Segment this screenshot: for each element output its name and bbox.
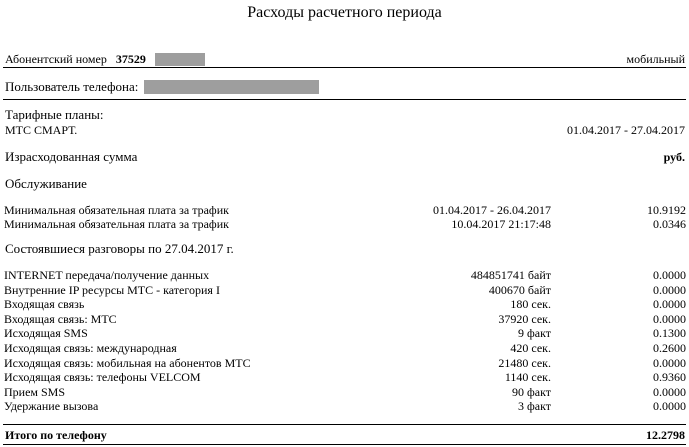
- tariff-label: Тарифные планы:: [5, 107, 104, 122]
- table-row: [4, 297, 686, 311]
- row-amount: 10.9192: [647, 203, 686, 217]
- table-row: [4, 203, 686, 217]
- document-title: Расходы расчетного периода: [247, 4, 442, 21]
- row-name: Исходящая связь: мобильная на абонентов МТС: [4, 355, 251, 370]
- row-quantity: 420 сек.: [510, 341, 551, 355]
- row-quantity: 484851741 байт: [470, 268, 551, 282]
- row-amount: 0.0000: [653, 311, 686, 326]
- row-quantity: 9 факт: [517, 326, 551, 341]
- row-name: Исходящая связь: международная: [4, 341, 177, 355]
- table-row: [4, 356, 686, 370]
- row-amount: 0.1300: [653, 326, 686, 341]
- divider-subscriber: [3, 67, 686, 68]
- table-row: [4, 370, 686, 384]
- table-row: [4, 268, 686, 282]
- row-quantity: 400670 байт: [488, 282, 551, 297]
- row-quantity: 1140 сек.: [504, 370, 551, 385]
- row-name: Минимальная обязательная плата за трафик: [4, 203, 229, 217]
- row-amount: 0.0000: [653, 355, 686, 370]
- table-row: [4, 312, 686, 326]
- service-label: Обслуживание: [5, 176, 87, 191]
- row-quantity: 21480 сек.: [498, 355, 551, 370]
- table-row: [4, 341, 686, 355]
- table-row: [4, 326, 686, 340]
- calls-label: Состоявшиеся разговоры по 27.04.2017 г.: [5, 241, 234, 256]
- table-row: [4, 385, 686, 399]
- subscriber-number-line: [5, 52, 146, 66]
- total-amount: 12.2798: [646, 428, 685, 442]
- row-quantity: 90 факт: [511, 384, 551, 399]
- row-amount: 0.0346: [653, 217, 686, 231]
- total-label: Итого по телефону: [5, 428, 107, 442]
- row-amount: 0.0000: [653, 384, 686, 399]
- spent-label: Израсходованная сумма: [5, 149, 138, 164]
- row-quantity: 01.04.2017 - 26.04.2017: [433, 203, 551, 217]
- tariff-name: МТС СМАРТ.: [5, 123, 78, 137]
- row-quantity: 10.04.2017 21:17:48: [451, 217, 551, 231]
- row-quantity: 180 сек.: [510, 297, 551, 312]
- row-amount: 0.0000: [653, 399, 686, 414]
- row-name: Входящая связь: МТС: [4, 311, 117, 326]
- divider-total: [3, 424, 686, 425]
- table-row: [4, 283, 686, 297]
- row-amount: 0.9360: [653, 370, 686, 385]
- divider-user: [3, 99, 686, 100]
- subscriber-number-value: 37529: [115, 52, 146, 66]
- row-name: Внутренние IP ресурсы МТС - категория I: [4, 282, 220, 297]
- row-amount: 0.0000: [653, 282, 686, 297]
- row-name: Прием SMS: [4, 384, 66, 399]
- row-name: Минимальная обязательная плата за трафик: [4, 217, 229, 231]
- row-quantity: 37920 сек.: [498, 311, 551, 326]
- row-amount: 0.0000: [653, 268, 686, 282]
- row-name: Входящая связь: [4, 297, 85, 312]
- table-row: [4, 399, 686, 413]
- redacted-number: [155, 53, 205, 66]
- row-amount: 0.2600: [653, 341, 686, 355]
- user-label: Пользователь телефона:: [5, 79, 139, 94]
- subscriber-number-label: Абонентский номер: [5, 52, 107, 66]
- divider-bottom: [3, 444, 686, 445]
- redacted-user-name: [144, 80, 319, 94]
- subscriber-type: мобильный: [626, 52, 685, 66]
- row-name: Исходящая связь: телефоны VELCOM: [4, 370, 201, 385]
- table-row: [4, 217, 686, 231]
- row-quantity: 3 факт: [517, 399, 551, 414]
- row-name: Удержание вызова: [4, 399, 99, 414]
- row-name: Исходящая SMS: [4, 326, 88, 341]
- tariff-period: 01.04.2017 - 27.04.2017: [567, 123, 685, 137]
- row-amount: 0.0000: [653, 297, 686, 312]
- spent-unit: руб.: [663, 150, 685, 164]
- row-name: INTERNET передача/получение данных: [4, 268, 210, 282]
